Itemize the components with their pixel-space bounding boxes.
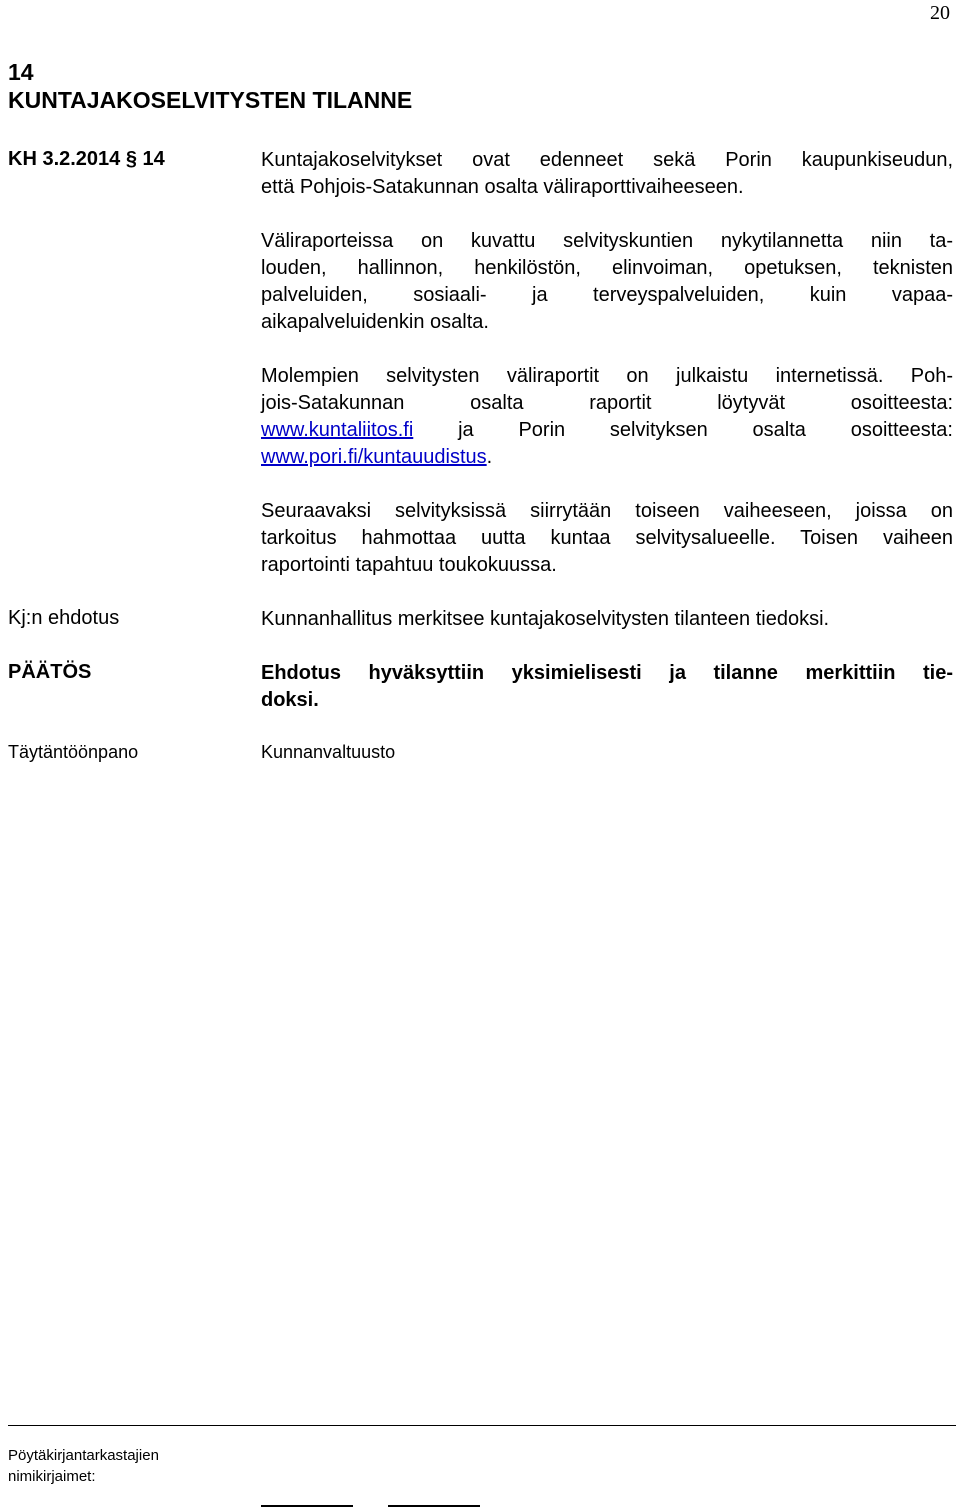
meeting-body: KH 3.2.2014	[8, 148, 121, 170]
section-number: 14	[8, 59, 34, 85]
kuntaliitos-link[interactable]: www.kuntaliitos.fi	[261, 419, 414, 441]
signature-line-2	[388, 1505, 480, 1507]
paragraph-line: doksi.	[261, 689, 319, 711]
decision-text	[261, 660, 953, 714]
paragraph-text: .	[486, 446, 493, 468]
proposal-text	[261, 606, 953, 633]
paragraph-line: palveluiden, sosiaali- ja terveyspalveluiden, kuin vapaa-	[261, 284, 953, 306]
meeting-reference	[8, 148, 165, 171]
paragraph-line: Molempien selvitysten väliraportit on julkaistu internetissä. Poh-	[261, 365, 953, 387]
paragraph-line: jois-Satakunnan osalta raportit löytyvät osoitteesta:	[261, 392, 953, 414]
footer-initials-label	[8, 1445, 159, 1487]
paragraph-reports	[261, 228, 953, 336]
paragraph-line: aikapalveluidenkin osalta.	[261, 311, 489, 333]
execution-label: Täytäntöönpano	[8, 742, 139, 762]
pori-kuntauudistus-link[interactable]: www.pori.fi/kuntauudistus	[261, 446, 487, 468]
page-number: 20	[930, 2, 950, 24]
paragraph-next-phase	[261, 498, 953, 579]
execution-value: Kunnanvaltuusto	[261, 742, 396, 762]
footer-line: nimikirjaimet:	[8, 1468, 96, 1485]
footer-line: Pöytäkirjantarkastajien	[8, 1447, 159, 1464]
paragraph-text: ja Porin selvityksen osalta osoitteesta:	[413, 419, 953, 441]
footer-divider	[8, 1425, 956, 1426]
paragraph-line: Seuraavaksi selvityksissä siirrytään toiseen vaiheeseen, joissa on	[261, 500, 953, 522]
section-heading	[8, 58, 412, 114]
paragraph-line: Ehdotus hyväksyttiin yksimielisesti ja tilanne merkittiin tie-	[261, 662, 953, 684]
paragraph-line: Kuntajakoselvitykset ovat edenneet sekä Porin kaupunkiseudun,	[261, 149, 953, 171]
paragraph-line: että Pohjois-Satakunnan osalta väliraporttivaiheeseen.	[261, 176, 744, 198]
section-symbol: §	[125, 148, 137, 170]
paragraph-line: Kunnanhallitus merkitsee kuntajakoselvitysten tilanteen tiedoksi.	[261, 608, 830, 630]
paragraph-publication	[261, 363, 953, 471]
paragraph-line	[261, 417, 953, 444]
paragraph-line: Väliraporteissa on kuvattu selvityskuntien nykytilannetta niin ta-	[261, 230, 953, 252]
signature-line-1	[261, 1505, 353, 1507]
meeting-section: 14	[142, 148, 165, 170]
decision-label: PÄÄTÖS	[8, 661, 92, 683]
paragraph-line: raportointi tapahtuu toukokuussa.	[261, 554, 557, 576]
proposal-label: Kj:n ehdotus	[8, 607, 120, 629]
section-title: KUNTAJAKOSELVITYSTEN TILANNE	[8, 87, 413, 113]
paragraph-line: louden, hallinnon, henkilöstön, elinvoiman, opetuksen, teknisten	[261, 257, 953, 279]
paragraph-status	[261, 147, 953, 201]
paragraph-line: tarkoitus hahmottaa uutta kuntaa selvitysalueelle. Toisen vaiheen	[261, 527, 953, 549]
paragraph-line	[261, 444, 953, 471]
